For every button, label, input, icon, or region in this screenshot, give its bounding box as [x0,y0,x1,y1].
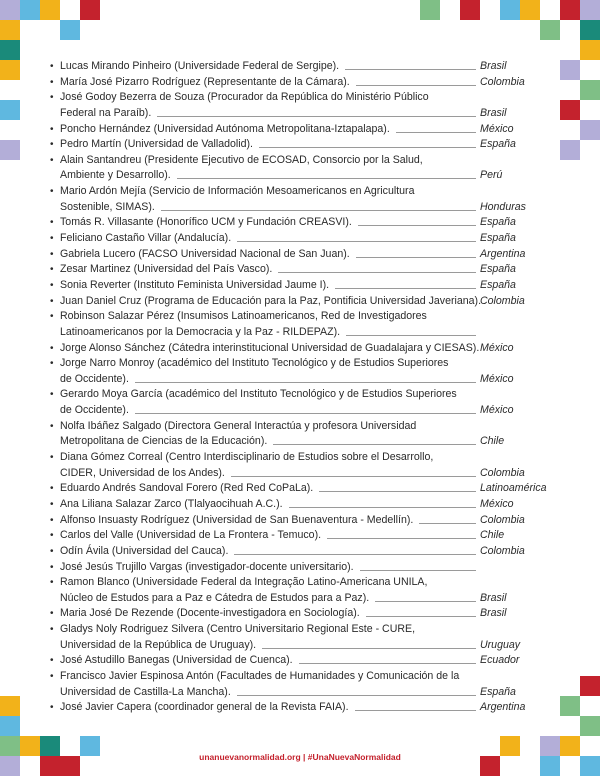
entry-country: Chile [480,529,505,542]
list-item [50,606,530,622]
leader-line [355,710,476,711]
list-item-line [50,215,530,231]
bullet-icon: • [50,670,54,682]
list-item-line [50,168,530,184]
list-item [50,247,530,263]
list-item-line [50,75,530,91]
entry-text: CIDER, Universidad de los Andes). [60,466,225,479]
entry-text: Jorge Narro Monroy (académico del Instituto Tecnológico y de Estudios Superiores [60,357,449,370]
list-item-line [50,278,530,294]
entry-country: Colombia [480,513,525,526]
pixel-square [0,0,20,20]
bullet-icon: • [50,530,54,542]
leader-line [231,476,476,477]
entry-text: de Occidente). [60,404,129,417]
entry-country: Brasil [480,60,507,72]
entry-text: Feliciano Castaño Villar (Andalucía). [60,232,232,245]
pixel-square [540,20,560,40]
bullet-icon: • [50,186,54,198]
bullet-icon: • [50,702,54,714]
pixel-square [580,676,600,696]
entry-country: España [480,216,516,229]
bullet-icon: • [50,217,54,229]
leader-line [346,335,476,336]
entry-text: José Astudillo Banegas (Universidad de Cuenca). [60,654,293,667]
entry-country: España [480,263,516,276]
list-item [50,75,530,91]
participant-list [50,59,547,716]
entry-country: México [480,404,514,417]
entry-country: España [480,232,516,245]
leader-line [335,288,476,289]
leader-line [356,85,476,86]
bullet-icon: • [50,483,54,495]
list-item-line [50,528,530,544]
list-item-line [50,231,530,247]
entry-country: España [480,278,516,291]
entry-text: Ramon Blanco (Universidade Federal da Integração Latino-Americana UNILA, [60,576,428,589]
leader-line [278,272,476,273]
list-item [50,231,530,247]
pixel-square [580,120,600,140]
list-item [50,215,530,231]
entry-country: Chile [480,435,505,448]
bullet-icon: • [50,342,54,354]
entry-text: Universidad de Castilla-La Mancha). [60,685,231,698]
entry-text: Robinson Salazar Pérez (Insumisos Latinoamericanos, Red de Investigadores [60,310,427,323]
leader-line [237,241,476,242]
list-item [50,669,530,700]
entry-text: Eduardo Andrés Sandoval Forero (Red Red CoPaLa). [60,482,314,495]
pixel-square [460,0,480,20]
pixel-square [0,716,20,736]
entry-country: Latinoamérica [480,482,547,495]
list-item-line [50,481,547,497]
leader-line [396,132,476,133]
leader-line [319,491,476,492]
list-item [50,90,530,121]
pixel-square [560,140,580,160]
bullet-icon: • [50,233,54,245]
list-item-line [50,513,530,529]
entry-country: Argentina [480,701,526,714]
bullet-icon: • [50,264,54,276]
entry-country: México [480,497,514,510]
entry-text: Diana Gómez Correal (Centro Interdisciplinario de Estudios sobre el Desarrollo, [60,451,434,464]
list-item-line [50,325,530,341]
list-item [50,419,530,450]
list-item-line [50,544,530,560]
list-item-line [50,591,530,607]
list-item-line [50,466,530,482]
entry-text: Nolfa Ibáñez Salgado (Directora General Interactúa y profesora Universidad [60,419,417,432]
list-item-line [50,638,530,654]
entry-text: Alfonso Insuasty Rodríguez (Universidad de San Buenaventura - Medellín). [60,513,414,526]
leader-line [366,616,476,617]
list-item-line [50,497,530,513]
bullet-icon: • [50,545,54,557]
list-item [50,59,530,75]
list-item-line [50,372,530,388]
list-item [50,356,530,387]
entry-text: Carlos del Valle (Universidad de La Frontera - Temuco). [60,529,322,542]
list-item [50,262,530,278]
leader-line [157,116,476,117]
bullet-icon: • [50,76,54,88]
pixel-square [520,0,540,20]
pixel-square [40,0,60,20]
pixel-square [0,696,20,716]
list-item [50,575,530,606]
list-item-line [50,184,530,200]
pixel-square [60,20,80,40]
list-item-line [50,622,530,638]
entry-text: de Occidente). [60,372,129,385]
entry-text: José Jesús Trujillo Vargas (investigador-docente universitario). [60,560,354,573]
bullet-icon: • [50,498,54,510]
list-item-line [50,685,530,701]
pixel-square [580,716,600,736]
entry-text: Federal na Paraíb). [60,106,152,119]
list-item-line [50,606,530,622]
entry-text: Gabriela Lucero (FACSO Universidad Nacional de San Juan). [60,247,350,260]
bullet-icon: • [50,514,54,526]
leader-line [237,695,476,696]
leader-line [358,225,476,226]
list-item-line [50,669,530,685]
bullet-icon: • [50,139,54,151]
entry-text: Metropolitana de Ciencias de la Educación). [60,435,268,448]
list-item [50,294,530,310]
pixel-square [580,0,600,20]
bullet-icon: • [50,420,54,432]
entry-text: Latinoamericanos por la Democracia y la Paz - RILDEPAZ). [60,325,341,338]
list-item [50,653,530,669]
entry-text: Tomás R. Villasante (Honorífico UCM y Fundación CREASVI). [60,216,352,229]
pixel-square [20,0,40,20]
list-item-line [50,262,530,278]
entry-text: Jorge Alonso Sánchez (Cátedra interinstitucional Universidad de Guadalajara y CIESAS). [60,341,480,354]
bullet-icon: • [50,624,54,636]
entry-country: Honduras [480,200,526,213]
leader-line [375,601,476,602]
list-item [50,481,547,497]
leader-line [135,413,476,414]
list-item-line [50,575,530,591]
entry-country: Colombia [480,294,525,307]
leader-line [419,523,476,524]
list-item-line [50,653,530,669]
entry-text: Zesar Martinez (Universidad del País Vasco). [60,263,273,276]
list-item [50,560,530,576]
list-item [50,184,530,215]
entry-text: Ambiente y Desarrollo). [60,169,171,182]
pixel-square [580,80,600,100]
list-item [50,278,530,294]
list-item-line [50,247,530,263]
list-item [50,137,530,153]
list-item [50,528,530,544]
entry-text: Maria José De Rezende (Docente-investigadora en Sociología). [60,607,360,620]
bullet-icon: • [50,61,54,72]
list-item-line [50,90,530,106]
entry-country: Brasil [480,591,507,604]
list-item-line [50,419,530,435]
bullet-icon: • [50,279,54,291]
leader-line [135,382,476,383]
pixel-square [0,40,20,60]
leader-line [289,507,476,508]
entry-text: Juan Daniel Cruz (Programa de Educación para la Paz, Pontificia Universidad Javeriana). [60,294,482,307]
bullet-icon: • [50,248,54,260]
entry-text: Ana Liliana Salazar Zarco (Tlalyaocihuah A.C.). [60,497,283,510]
list-item-line [50,341,530,357]
entry-text: Alain Santandreu (Presidente Ejecutivo de ECOSAD, Consorcio por la Salud, [60,153,423,166]
list-item-line [50,309,530,325]
entry-text: Pedro Martín (Universidad de Valladolid). [60,138,253,151]
entry-country: Brasil [480,607,507,620]
list-item [50,341,530,357]
pixel-square [0,100,20,120]
list-item-line [50,700,530,716]
list-item-line [50,200,530,216]
entry-text: Lucas Mirando Pinheiro (Universidade Federal de Sergipe). [60,60,340,72]
entry-country: México [480,341,514,354]
list-item-line [50,387,530,403]
list-item [50,122,530,138]
leader-line [356,257,476,258]
list-item [50,513,530,529]
bullet-icon: • [50,389,54,401]
list-item-line [50,450,530,466]
list-item [50,497,530,513]
bullet-icon: • [50,561,54,573]
footer-link[interactable]: unanuevanormalidad.org | #UnaNuevaNormalidad [199,752,401,762]
entry-country: Brasil [480,106,507,119]
list-item [50,309,530,340]
entry-country: México [480,122,514,135]
pixel-square [0,20,20,40]
list-item [50,544,530,560]
entry-text: Núcleo de Estudos para a Paz e Cátedra de Estudos para a Paz). [60,591,370,604]
leader-line [327,538,476,539]
bullet-icon: • [50,608,54,620]
leader-line [234,554,476,555]
list-item-line [50,434,530,450]
list-item-line [50,560,530,576]
entry-text: Gerardo Moya García (académico del Instituto Tecnológico y de Estudios Superiores [60,388,457,401]
pixel-square [0,140,20,160]
list-item [50,450,530,481]
entry-text: Sostenible, SIMAS). [60,200,155,213]
pixel-square [560,0,580,20]
pixel-square [80,0,100,20]
bullet-icon: • [50,577,54,589]
bullet-icon: • [50,123,54,135]
entry-country: México [480,372,514,385]
entry-text: Poncho Hernández (Universidad Autónoma Metropolitana-Iztapalapa). [60,122,390,135]
pixel-square [0,60,20,80]
bullet-icon: • [50,655,54,667]
list-item-line [50,137,530,153]
leader-line [177,178,476,179]
bullet-icon: • [50,311,54,323]
leader-line [345,69,476,70]
entry-text: Gladys Noly Rodriguez Silvera (Centro Universitario Regional Este - CURE, [60,623,416,636]
entry-country: Colombia [480,544,525,557]
entry-text: Odín Ávila (Universidad del Cauca). [60,544,229,557]
bullet-icon: • [50,452,54,464]
entry-country: España [480,138,516,151]
list-item-line [50,59,530,75]
pixel-square [500,0,520,20]
entry-country: Colombia [480,466,525,479]
entry-country: España [480,685,516,698]
list-item-line [50,356,530,372]
list-item-line [50,122,530,138]
pixel-square [560,60,580,80]
list-item [50,387,530,418]
bullet-icon: • [50,295,54,307]
entry-country: Colombia [480,75,525,88]
entry-text: Mario Ardón Mejía (Servicio de Información Mesoamericanos en Agricultura [60,185,415,198]
entry-country: Ecuador [480,654,520,667]
entry-country: Perú [480,169,503,182]
pixel-square [560,100,580,120]
leader-line [299,663,476,664]
list-item-line [50,403,530,419]
entry-country: Uruguay [480,638,521,651]
bullet-icon: • [50,92,54,104]
bullet-icon: • [50,154,54,166]
list-item-line [50,294,530,310]
entry-text: Sonia Reverter (Instituto Feminista Universidad Jaume I). [60,278,330,291]
bullet-icon: • [50,358,54,370]
entry-text: María José Pizarro Rodríguez (Representante de la Cámara). [60,75,350,88]
entry-text: Universidad de la República de Uruguay). [60,638,257,651]
pixel-square [580,40,600,60]
leader-line [262,648,476,649]
leader-line [259,147,476,148]
list-item [50,700,530,716]
pixel-square [420,0,440,20]
list-item-line [50,106,530,122]
pixel-square [560,696,580,716]
list-item [50,153,530,184]
entry-text: Francisco Javier Espinosa Antón (Facultades de Humanidades y Comunicación de la [60,669,460,682]
entry-text: José Godoy Bezerra de Souza (Procurador da República do Ministério Público [60,91,429,104]
entry-text: José Javier Capera (coordinador general de la Revista FAIA). [60,701,349,714]
list-item [50,622,530,653]
leader-line [161,210,476,211]
pixel-square [580,20,600,40]
entry-country: Argentina [480,247,526,260]
leader-line [360,570,476,571]
list-item-line [50,153,530,169]
leader-line [273,444,476,445]
